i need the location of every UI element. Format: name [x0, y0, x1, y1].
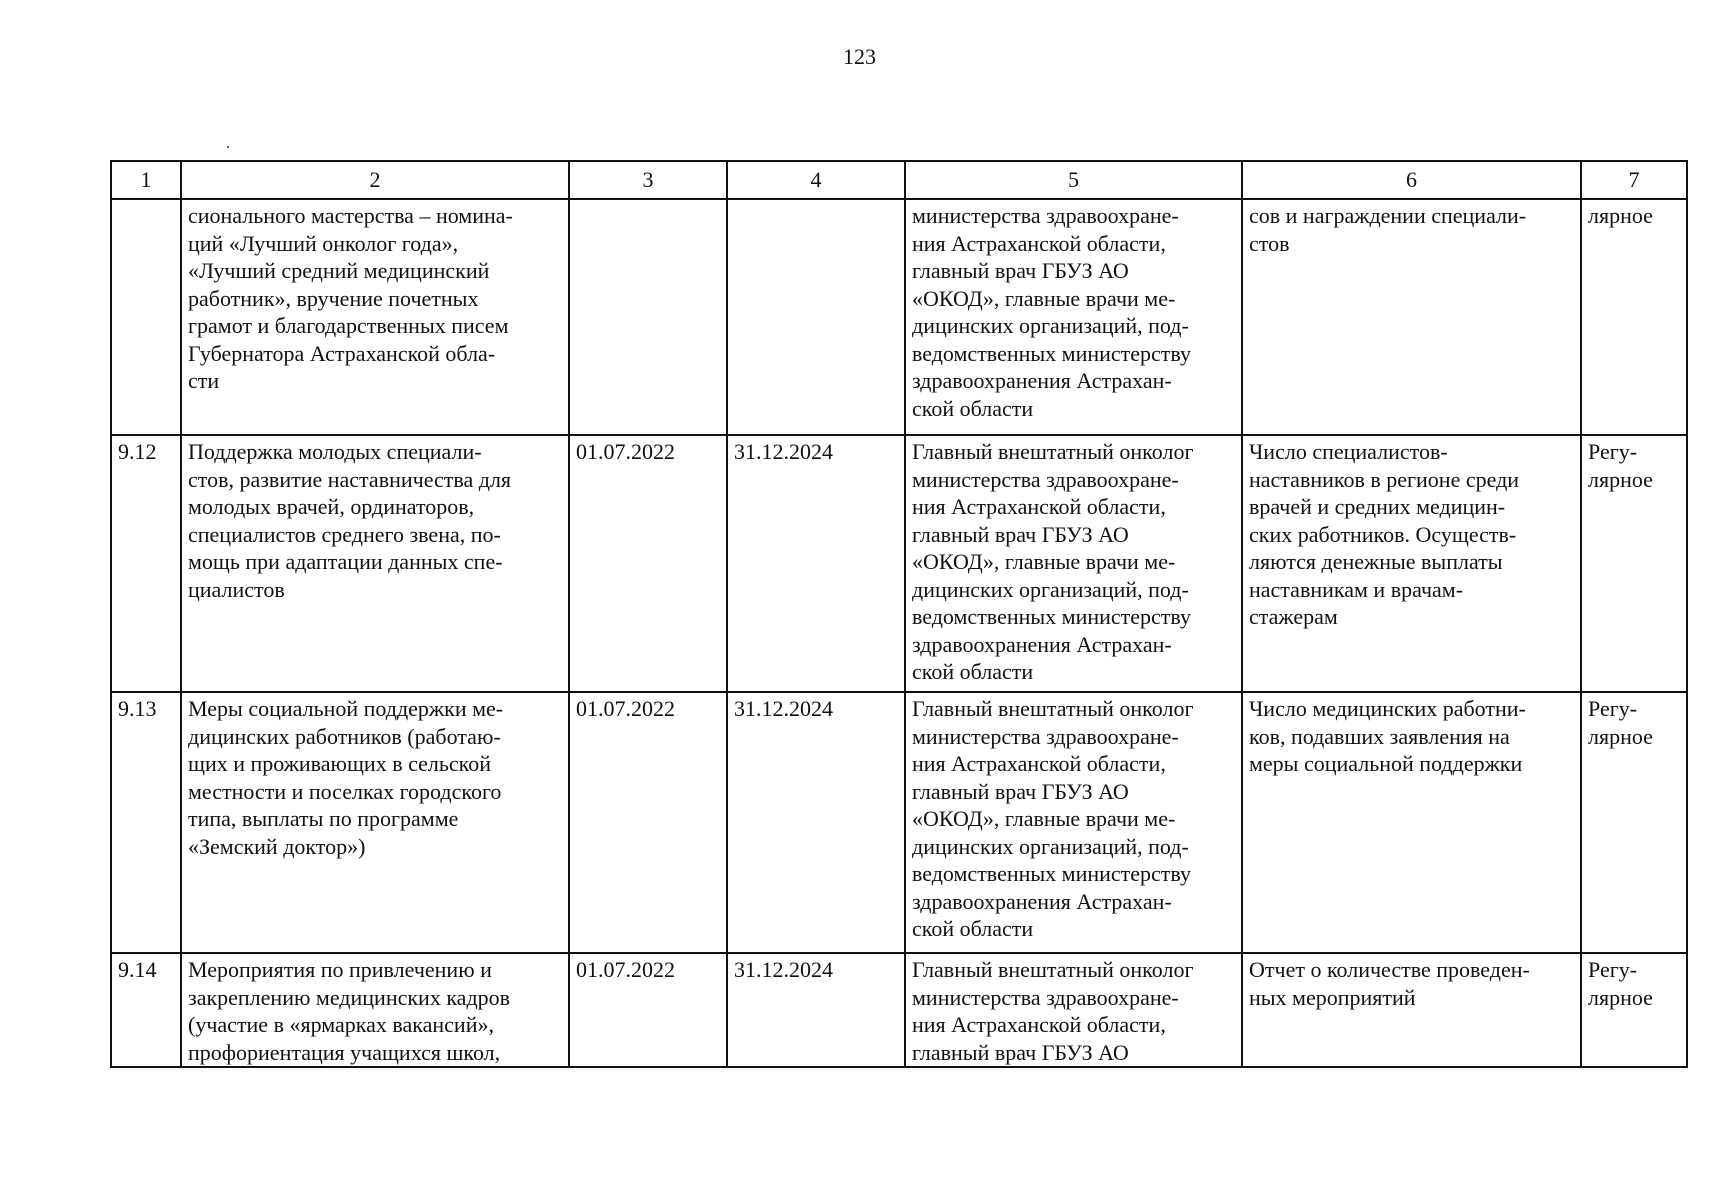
start-date [569, 199, 727, 435]
header-col-6: 6 [1242, 161, 1581, 199]
scan-speck [227, 146, 229, 148]
header-col-3: 3 [569, 161, 727, 199]
expected-result: Отчет о количестве проведен- ных мероприятий [1242, 953, 1581, 1067]
periodicity: лярное [1581, 199, 1687, 435]
table-row [111, 692, 1687, 953]
measure-description: Меры социальной поддержки ме- дицинских работников (работаю- щих и проживающих в сельской местности и поселках городского типа, выплаты по программе «Земский доктор») [181, 692, 569, 953]
measure-description: Поддержка молодых специали- стов, развитие наставничества для молодых врачей, ординаторов, специалистов среднего звена, по- мощь при адаптации данных спе- циалистов [181, 435, 569, 692]
row-number: 9.14 [111, 953, 181, 1067]
row-number [111, 199, 181, 435]
responsible-persons: Главный внештатный онколог министерства здравоохране- ния Астраханской области, главный врач ГБУЗ АО «ОКОД», главные врачи ме- дицинских организаций, под- ведомственных министерству здравоохранения Астрахан- ской области [905, 435, 1242, 692]
start-date: 01.07.2022 [569, 692, 727, 953]
row-number: 9.13 [111, 692, 181, 953]
expected-result: Число специалистов- наставников в регионе среди врачей и средних медицин- ских работников. Осуществ- ляются денежные выплаты наставникам и врачам- стажерам [1242, 435, 1581, 692]
start-date: 01.07.2022 [569, 953, 727, 1067]
header-col-4: 4 [727, 161, 905, 199]
periodicity: Регу- лярное [1581, 435, 1687, 692]
header-col-7: 7 [1581, 161, 1687, 199]
page-number: 123 [843, 44, 876, 69]
responsible-persons: Главный внештатный онколог министерства здравоохране- ния Астраханской области, главный врач ГБУЗ АО [905, 953, 1242, 1067]
end-date [727, 199, 905, 435]
responsible-persons: министерства здравоохране- ния Астраханской области, главный врач ГБУЗ АО «ОКОД», главные врачи ме- дицинских организаций, под- ведомственных министерству здравоохранения Астрахан- ской области [905, 199, 1242, 435]
periodicity: Регу- лярное [1581, 953, 1687, 1067]
end-date: 31.12.2024 [727, 435, 905, 692]
table-row [111, 199, 1687, 435]
table-row [111, 435, 1687, 692]
end-date: 31.12.2024 [727, 692, 905, 953]
periodicity: Регу- лярное [1581, 692, 1687, 953]
responsible-persons: Главный внештатный онколог министерства здравоохране- ния Астраханской области, главный врач ГБУЗ АО «ОКОД», главные врачи ме- дицинских организаций, под- ведомственных министерству здравоохранения Астрахан- ской области [905, 692, 1242, 953]
row-number: 9.12 [111, 435, 181, 692]
measures-table [110, 160, 1688, 1068]
expected-result: Число медицинских работни- ков, подавших заявления на меры социальной поддержки [1242, 692, 1581, 953]
header-col-2: 2 [181, 161, 569, 199]
expected-result: сов и награждении специали- стов [1242, 199, 1581, 435]
end-date: 31.12.2024 [727, 953, 905, 1067]
table-row [111, 953, 1687, 1067]
measure-description: Мероприятия по привлечению и закреплению медицинских кадров (участие в «ярмарках вакансий», профориентация учащихся школ, [181, 953, 569, 1067]
header-col-1: 1 [111, 161, 181, 199]
table-header-row [111, 161, 1687, 199]
start-date: 01.07.2022 [569, 435, 727, 692]
measure-description: сионального мастерства – номина- ций «Лучший онколог года», «Лучший средний медицинский работник», вручение почетных грамот и благодарственных писем Губернатора Астраханской обла- сти [181, 199, 569, 435]
header-col-5: 5 [905, 161, 1242, 199]
